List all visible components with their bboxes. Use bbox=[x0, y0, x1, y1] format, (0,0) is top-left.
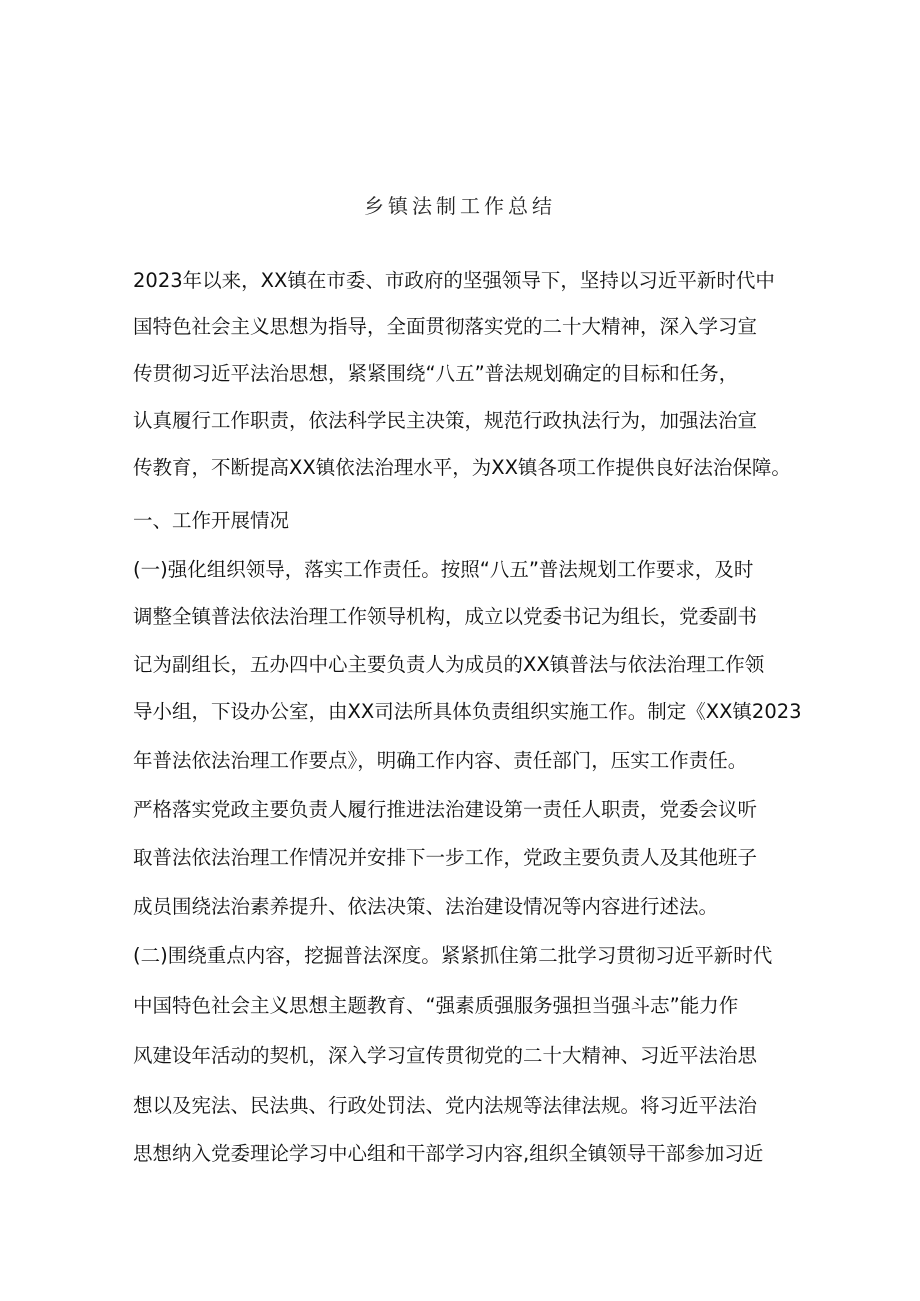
paragraph-line: 传贯彻习近平法治思想，紧紧围绕“八五”普法规划确定的目标和任务， bbox=[133, 362, 739, 385]
paragraph-line: 想以及宪法、民法典、行政处罚法、党内法规等法律法规。将习近平法治 bbox=[133, 1094, 758, 1117]
paragraph-line: 取普法依法治理工作情况并安排下一步工作，党政主要负责人及其他班子 bbox=[133, 846, 758, 869]
paragraph-line: 严格落实党政主要负责人履行推进法治建设第一责任人职责，党委会议听 bbox=[133, 798, 758, 821]
paragraph-line: 记为副组长，五办四中心主要负责人为成员的XX镇普法与依法治理工作领 bbox=[133, 653, 765, 676]
paragraph-line: 传教育，不断提高XX镇依法治理水平，为XX镇各项工作提供良好法治保障。 bbox=[133, 456, 791, 479]
paragraph-line: 认真履行工作职责，依法科学民主决策，规范行政执法行为，加强法治宣 bbox=[133, 409, 758, 432]
document-title: 乡镇法制工作总结 bbox=[364, 194, 556, 218]
paragraph-line: 风建设年活动的契机，深入学习宣传贯彻党的二十大精神、习近平法治思 bbox=[133, 1044, 758, 1067]
paragraph-line: 2023年以来，XX镇在市委、市政府的坚强领导下，坚持以习近平新时代中 bbox=[133, 269, 775, 292]
paragraph-line: 导小组，下设办公室，由XX司法所具体负责组织实施工作。制定《XX镇2023 bbox=[133, 700, 802, 723]
paragraph-line: (一)强化组织领导，落实工作责任。按照“八五”普法规划工作要求，及时 bbox=[133, 558, 754, 581]
paragraph-line: (二)围绕重点内容，挖掘普法深度。紧紧抓住第二批学习贯彻习近平新时代 bbox=[133, 944, 773, 967]
paragraph-line: 国特色社会主义思想为指导，全面贯彻落实党的二十大精神，深入学习宣 bbox=[133, 315, 758, 338]
paragraph-line: 调整全镇普法依法治理工作领导机构，成立以党委书记为组长，党委副书 bbox=[133, 605, 758, 628]
paragraph-line: 思想纳入党委理论学习中心组和干部学习内容,组织全镇领导干部参加习近 bbox=[133, 1142, 764, 1165]
paragraph-line: 成员围绕法治素养提升、依法决策、法治建设情况等内容进行述法。 bbox=[133, 895, 719, 918]
paragraph-line: 年普法依法治理工作要点》，明确工作内容、责任部门，压实工作责任。 bbox=[133, 749, 748, 772]
paragraph-line: 中国特色社会主义思想主题教育、“强素质强服务强担当强斗志”能力作 bbox=[133, 994, 739, 1017]
section-heading: 一、工作开展情况 bbox=[133, 509, 290, 532]
